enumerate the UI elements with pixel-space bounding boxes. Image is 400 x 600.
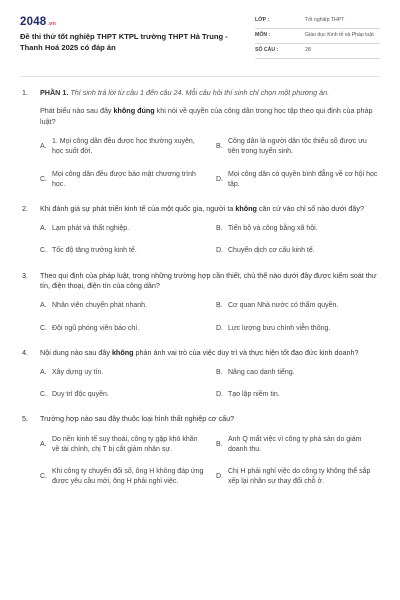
option-c[interactable] bbox=[40, 246, 204, 256]
question-stem bbox=[40, 106, 380, 127]
option-letter: B. bbox=[216, 440, 223, 448]
option-d[interactable] bbox=[216, 467, 380, 487]
option-c[interactable] bbox=[40, 390, 204, 400]
question-number: 5. bbox=[22, 414, 28, 424]
option-letter: B. bbox=[216, 225, 223, 233]
option-letter: B. bbox=[216, 302, 223, 310]
question-number: 1. bbox=[22, 88, 28, 97]
option-b[interactable] bbox=[216, 301, 380, 311]
stem-text: Theo qui định của pháp luật, trong những trường hợp cần thiết, chủ thể nào dưới đây được kiểm soát thư tín, điện thoại, điện tín của công dân? bbox=[40, 270, 377, 291]
option-d[interactable] bbox=[216, 324, 380, 334]
option-c[interactable] bbox=[40, 324, 204, 334]
answer-options bbox=[40, 435, 380, 488]
option-letter: C. bbox=[40, 391, 47, 399]
option-letter: D. bbox=[216, 473, 223, 481]
option-b[interactable] bbox=[216, 137, 380, 157]
option-b[interactable] bbox=[216, 435, 380, 455]
option-letter: D. bbox=[216, 324, 223, 332]
option-text: Cơ quan Nhà nước có thẩm quyền. bbox=[228, 302, 339, 310]
option-text: Chuyển dịch cơ cấu kinh tế. bbox=[228, 247, 315, 255]
answer-options bbox=[40, 224, 380, 256]
option-d[interactable] bbox=[216, 390, 380, 400]
stem-emphasis: không bbox=[111, 347, 134, 357]
option-a[interactable] bbox=[40, 224, 204, 234]
logo-text: 2048 bbox=[20, 16, 47, 28]
option-letter: C. bbox=[40, 324, 47, 332]
option-letter: B. bbox=[216, 369, 223, 377]
option-text: Đội ngũ phóng viên báo chí. bbox=[52, 324, 140, 332]
logo-suffix: .vn bbox=[47, 21, 56, 27]
option-a[interactable] bbox=[40, 368, 204, 378]
stem-text: Khi đánh giá sự phát triển kinh tế của một quốc gia, người ta bbox=[40, 203, 236, 213]
question-block-4 bbox=[22, 348, 380, 401]
question-block-5 bbox=[22, 414, 380, 487]
option-letter: A. bbox=[40, 369, 47, 377]
meta-table bbox=[255, 14, 380, 59]
question-block-3 bbox=[22, 271, 380, 334]
question-stem bbox=[40, 414, 380, 424]
option-d[interactable] bbox=[216, 170, 380, 190]
answer-options bbox=[40, 137, 380, 190]
option-letter: D. bbox=[216, 391, 223, 399]
option-text: Mọi công dân đều được bảo mật chương trình học. bbox=[52, 170, 196, 188]
option-b[interactable] bbox=[216, 368, 380, 378]
meta-row-subject bbox=[255, 29, 380, 44]
option-text: Mọi công dân có quyền bình đẳng về cơ hội học tập. bbox=[228, 170, 378, 188]
part-label: PHẦN 1. bbox=[40, 88, 69, 97]
site-logo[interactable] bbox=[20, 14, 56, 31]
stem-emphasis: không bbox=[235, 203, 257, 213]
part-instruction bbox=[40, 88, 380, 98]
option-letter: A. bbox=[40, 440, 47, 448]
option-text: Nhân viên chuyển phát nhanh. bbox=[52, 302, 147, 310]
page-header bbox=[20, 14, 380, 70]
option-text: Nâng cao danh tiếng. bbox=[228, 369, 295, 377]
meta-row-class bbox=[255, 14, 380, 29]
stem-text: khi nói về quyền của công dân trong học tập theo qui định của pháp luật? bbox=[40, 106, 373, 126]
option-letter: A. bbox=[40, 302, 47, 310]
stem-text: Trường hợp nào sau đây thuộc loại hình thất nghiệp cơ cấu? bbox=[40, 414, 235, 424]
meta-label: SỐ CÂU : bbox=[255, 47, 279, 53]
stem-text: phản ánh vai trò của việc duy trì và thực hiện tốt đạo đức kinh doanh? bbox=[133, 347, 359, 357]
option-a[interactable] bbox=[40, 137, 204, 157]
option-text: 1. Mọi công dân đều được học thường xuyên, học suốt đời. bbox=[52, 138, 195, 156]
meta-value: Giáo dục Kinh tế và Pháp luật bbox=[305, 32, 374, 38]
option-text: Chị H phải nghỉ việc do công ty không thể sắp xếp lại nhân sự thay đổi chỗ ở. bbox=[228, 468, 371, 486]
question-list bbox=[22, 88, 380, 487]
stem-text: căn cứ vào chỉ số nào dưới đây? bbox=[256, 203, 364, 213]
question-number: 2. bbox=[22, 203, 28, 213]
meta-label: LỚP : bbox=[255, 17, 270, 23]
option-letter: D. bbox=[216, 175, 223, 183]
option-text: Tiến bộ và công bằng xã hội. bbox=[228, 225, 318, 233]
option-text: Anh Q mất việc vì công ty phá sản do giám doanh thu. bbox=[228, 435, 362, 454]
option-b[interactable] bbox=[216, 224, 380, 234]
question-stem bbox=[40, 348, 380, 358]
stem-text: Nội dung nào sau đây bbox=[40, 347, 112, 357]
option-letter: A. bbox=[40, 225, 47, 233]
option-text: Do nền kinh tế suy thoái, công ty gặp khó khăn về tài chính, chị T bị cắt giảm nhân sự. bbox=[52, 435, 198, 454]
header-divider bbox=[20, 76, 380, 77]
option-text: Duy trì độc quyền. bbox=[52, 391, 109, 399]
question-stem bbox=[40, 271, 380, 292]
stem-emphasis: không đúng bbox=[113, 106, 155, 116]
meta-label: MÔN : bbox=[255, 32, 271, 38]
option-letter: B. bbox=[216, 143, 223, 151]
option-letter: D. bbox=[216, 247, 223, 255]
answer-options bbox=[40, 368, 380, 400]
option-text: Công dân là người dân tộc thiểu số được ưu tiên trong tuyển sinh. bbox=[228, 138, 367, 156]
question-number: 4. bbox=[22, 347, 28, 357]
option-d[interactable] bbox=[216, 246, 380, 256]
document-title: Đề thi thử tốt nghiệp THPT KTPL trường THPT Hà Trung - Thanh Hoá 2025 có đáp án bbox=[20, 32, 228, 52]
option-text: Tạo lập niềm tin. bbox=[228, 391, 280, 399]
option-letter: A. bbox=[40, 143, 47, 151]
meta-value: 28 bbox=[305, 47, 311, 53]
question-block-2 bbox=[22, 204, 380, 257]
question-block-1 bbox=[22, 88, 380, 190]
question-stem bbox=[40, 204, 380, 214]
option-text: Lạm phát và thất nghiệp. bbox=[52, 225, 130, 233]
stem-text: Phát biểu nào sau đây bbox=[40, 106, 114, 116]
option-c[interactable] bbox=[40, 170, 204, 190]
meta-value: Tốt nghiệp THPT bbox=[305, 17, 345, 23]
option-letter: C. bbox=[40, 247, 47, 255]
option-a[interactable] bbox=[40, 301, 204, 311]
option-text: Tốc độ tăng trưởng kinh tế. bbox=[52, 247, 137, 255]
question-number: 3. bbox=[22, 270, 28, 280]
part-instruction-text: Thí sinh trả lời từ câu 1 đến câu 24. Mỗi câu hỏi thí sinh chỉ chọn một phương án. bbox=[70, 88, 330, 97]
option-text: Khi công ty chuyển đổi số, ông H không đáp ứng được yêu cầu mới, ông H phải nghỉ việc. bbox=[52, 468, 204, 486]
answer-options bbox=[40, 301, 380, 333]
option-c[interactable] bbox=[40, 467, 204, 487]
option-letter: C. bbox=[40, 473, 47, 481]
option-a[interactable] bbox=[40, 435, 204, 455]
meta-row-count bbox=[255, 44, 380, 59]
option-text: Xây dựng uy tín. bbox=[52, 369, 104, 377]
option-text: Lực lượng bưu chính viễn thông. bbox=[228, 324, 331, 332]
option-letter: C. bbox=[40, 175, 47, 183]
